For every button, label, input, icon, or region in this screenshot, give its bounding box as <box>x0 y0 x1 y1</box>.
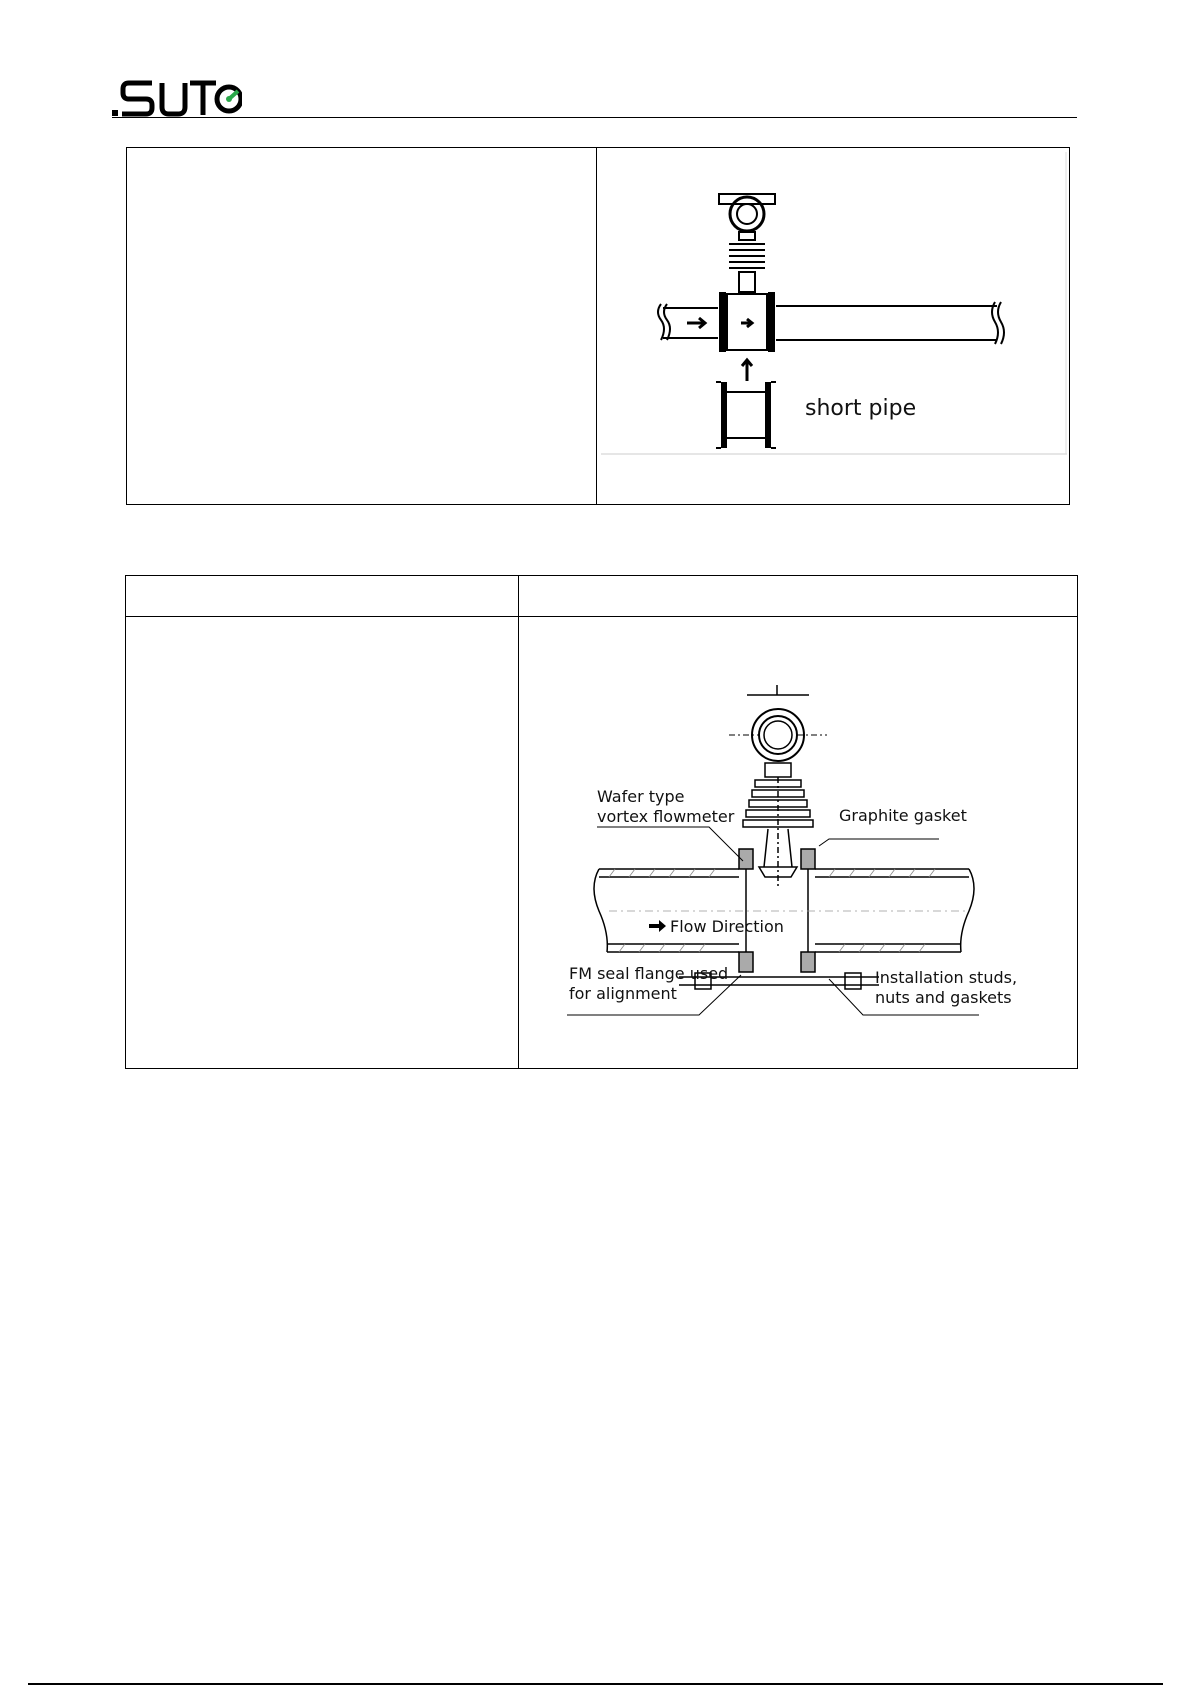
short-pipe-label: short pipe <box>805 396 917 421</box>
graphite-gasket-label: Graphite gasket <box>839 806 967 825</box>
installation-table-1 <box>126 147 1070 505</box>
suto-logo <box>112 78 242 120</box>
wafer-label-line1: Wafer type <box>597 787 685 806</box>
table2-text-cell <box>126 617 518 1068</box>
installation-table-2 <box>125 575 1078 1069</box>
studs-label-line2: nuts and gaskets <box>875 988 1012 1007</box>
studs-label-line1: Installation studs, <box>875 968 1018 987</box>
short-pipe-diagram <box>597 148 1069 504</box>
table2-header-left <box>126 576 518 616</box>
wafer-label-line2: vortex flowmeter <box>597 807 735 826</box>
fm-seal-label-line1: FM seal flange used <box>569 964 729 983</box>
table1-figure-cell <box>597 148 1069 504</box>
header-rule <box>112 117 1077 118</box>
table2-figure-cell <box>519 617 1077 1068</box>
table1-text-cell <box>127 148 596 504</box>
fm-seal-label-line2: for alignment <box>569 984 677 1003</box>
table2-header-right <box>519 576 1077 616</box>
wafer-flowmeter-diagram <box>519 617 1077 1068</box>
flow-direction-label: Flow Direction <box>670 917 784 936</box>
